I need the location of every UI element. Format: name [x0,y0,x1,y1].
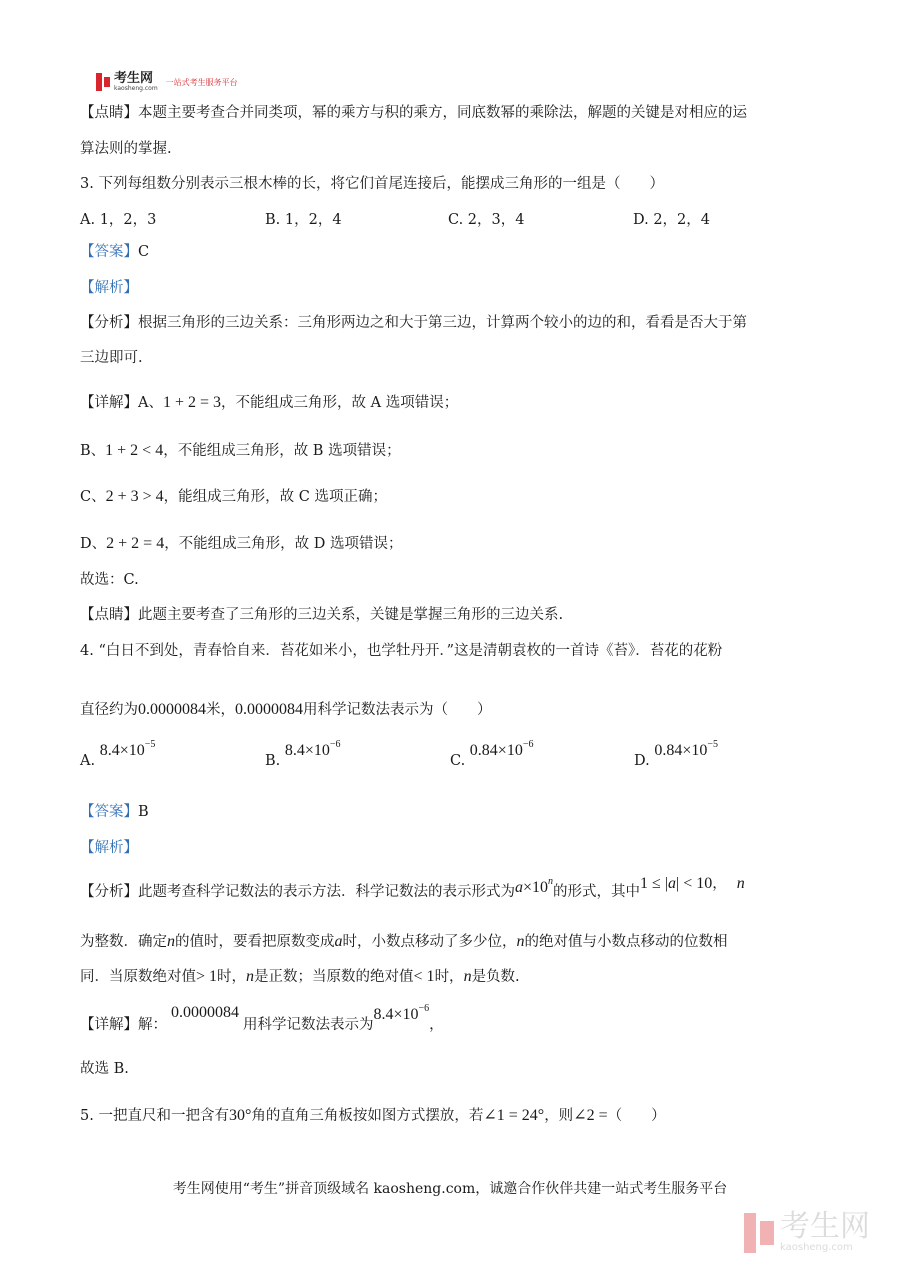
q3-stem: 3. 下列每组数分别表示三根木棒的长，将它们首尾连接后，能摆成三角形的一组是（ ） [80,176,664,192]
q3-fenxi-line-1: 【分析】根据三角形的三边关系：三角形两边之和大于第三边，计算两个较小的边的和，看看是否大于第 [80,315,747,331]
q3-xiangjie-c: C、2 + 3 > 4，能组成三角形，故 C 选项正确； [80,488,387,505]
q4-stem-line-2: 直径约为0.0000084米，0.0000084用科学记数法表示为（ ） [80,701,492,718]
dianjing-line-1: 【点睛】本题主要考查合并同类项，幂的乘方与积的乘方，同底数幂的乘除法，解题的关键是对相应的运 [80,105,747,121]
logo-domain: kaosheng.com [114,85,158,92]
logo-mark-icon [96,73,110,91]
q3-fenxi-line-2: 三边即可. [80,350,143,366]
q4-option-d: D. $0.84\times 10^{-5}$ [634,739,718,769]
q3-option-d: D. 2，2，4 [633,212,711,228]
header-logo [96,72,238,92]
q4-stem-line-1: 4. “白日不到处，青春恰自来．苔花如米小，也学牡丹开．”这是清朝袁枚的一首诗《苔》．苔花的花粉 [80,643,723,659]
q4-fenxi-line-3: 同．当原数绝对值> 1时，n是正数；当原数的绝对值< 1时，n是负数. [80,968,520,985]
q5-stem: 5. 一把直尺和一把含有30°角的直角三角板按如图方式摆放，若∠1 = 24°，则∠2 =（ ） [80,1107,666,1124]
q3-option-b: B. 1，2，4 [265,212,342,228]
q3-answer: 【答案】C [80,244,150,260]
dianjing-line-2: 算法则的掌握. [80,141,172,157]
watermark-mark-icon [744,1213,774,1253]
q3-choose: 故选：C. [80,572,139,588]
q4-option-b: B. $8.4\times 10^{-6}$ [265,739,341,769]
q4-xiangjie: 【详解】解：0.0000084用科学记数法表示为$8.4\times 10^{-6}$， [80,1003,444,1033]
q4-option-a: A. $8.4\times 10^{-5}$ [80,739,156,769]
q4-option-c: C. $0.84\times 10^{-6}$ [450,739,534,769]
footer-text: 考生网使用“考生”拼音顶级域名 kaosheng.com，诚邀合作伙伴共建一站式考生服务平台 [172,1181,728,1197]
q3-xiangjie-b: B、1 + 2 < 4，不能组成三角形，故 B 选项错误； [80,442,401,459]
q3-option-c: C. 2，3，4 [448,212,525,228]
q4-fenxi-line-2: 为整数．确定n的值时，要看把原数变成a时，小数点移动了多少位，n的绝对值与小数点移动的位数相 [80,933,728,950]
q3-dianjing: 【点睛】此题主要考查了三角形的三边关系，关键是掌握三角形的三边关系. [80,607,564,623]
logo-slogan: 一站式考生服务平台 [165,77,238,87]
q4-answer: 【答案】B [80,804,149,820]
q4-fenxi-line-1: 【分析】此题考查科学记数法的表示方法．科学记数法的表示形式为$a\times 10^n$的形式，其中1 ≤ |a| < 10， n [80,875,745,900]
watermark-domain: kaosheng.com [780,1242,853,1253]
q4-choose: 故选 B. [80,1061,129,1077]
watermark-logo [744,1209,870,1253]
watermark-text: 考生网 [780,1209,870,1244]
q3-xiangjie-a: 【详解】A、1 + 2 = 3，不能组成三角形，故 A 选项错误； [80,394,459,411]
logo-text: 考生网 [114,71,154,86]
q3-option-a: A. 1，2，3 [80,212,157,228]
q4-jiexi: 【解析】 [80,840,138,856]
q3-jiexi: 【解析】 [80,280,138,296]
q3-xiangjie-d: D、2 + 2 = 4，不能组成三角形，故 D 选项错误； [80,535,403,552]
